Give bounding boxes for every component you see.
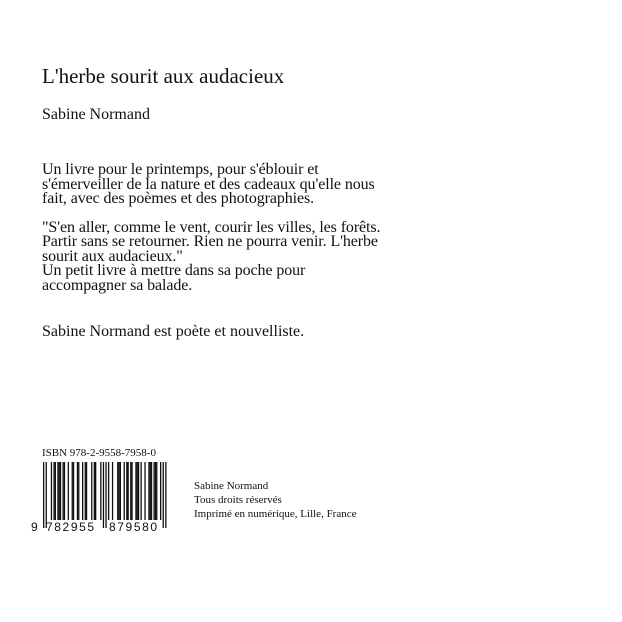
barcode-bar bbox=[154, 462, 155, 520]
barcode-bar bbox=[103, 462, 104, 528]
barcode-leading-digit: 9 bbox=[31, 520, 38, 534]
barcode-bar bbox=[78, 462, 79, 520]
barcode-graphic bbox=[30, 462, 175, 534]
barcode-bar bbox=[43, 462, 44, 528]
book-title: L'herbe sourit aux audacieux bbox=[42, 64, 285, 88]
barcode-bar bbox=[51, 462, 52, 520]
barcode-bar bbox=[144, 462, 145, 520]
barcode-bar bbox=[148, 462, 149, 520]
barcode-bar bbox=[63, 462, 64, 520]
blurb-quote bbox=[42, 218, 462, 294]
barcode-bar bbox=[94, 462, 95, 520]
isbn-label: ISBN 978-2-9558-7958-0 bbox=[42, 447, 156, 459]
quote-line: Un petit livre à mettre dans sa poche pour bbox=[42, 262, 306, 279]
barcode-bar bbox=[59, 462, 60, 520]
quote-line: Partir sans se retourner. Rien ne pourra venir. L'herbe bbox=[42, 233, 378, 250]
barcode-bar bbox=[85, 462, 86, 520]
quote-line: "S'en aller, comme le vent, courir les villes, les forêts. bbox=[42, 218, 381, 236]
barcode-bar bbox=[150, 462, 151, 520]
barcode-bar bbox=[124, 462, 125, 520]
barcode-bar bbox=[82, 462, 83, 520]
barcode bbox=[30, 462, 175, 534]
barcode-bar bbox=[77, 462, 78, 520]
barcode-bar bbox=[86, 462, 87, 520]
barcode-bar bbox=[131, 462, 132, 520]
barcode-bar bbox=[91, 462, 92, 520]
barcode-bar bbox=[112, 462, 113, 520]
barcode-bar bbox=[64, 462, 65, 520]
colophon bbox=[194, 479, 357, 521]
colophon-printed: Imprimé en numérique, Lille, France bbox=[194, 508, 357, 520]
barcode-bar bbox=[95, 462, 96, 520]
barcode-bar bbox=[73, 462, 74, 520]
colophon-rights: Tous droits réservés bbox=[194, 494, 282, 506]
barcode-bar bbox=[165, 462, 166, 528]
barcode-bar bbox=[68, 462, 69, 520]
barcode-bar bbox=[160, 462, 161, 520]
barcode-bar bbox=[138, 462, 139, 520]
barcode-bar bbox=[108, 462, 109, 520]
barcode-bar bbox=[128, 462, 129, 520]
quote-line: accompagner sa balade. bbox=[42, 276, 193, 294]
barcode-bar bbox=[130, 462, 131, 520]
barcode-left-digits: 782955 bbox=[46, 520, 96, 534]
blurb-paragraph bbox=[42, 163, 462, 207]
barcode-bar bbox=[155, 462, 156, 520]
barcode-bar bbox=[72, 462, 73, 520]
blurb-line: fait, avec des poèmes et des photographies. bbox=[42, 190, 315, 207]
barcode-bar bbox=[163, 462, 164, 528]
barcode-bar bbox=[100, 462, 101, 520]
author-name: Sabine Normand bbox=[42, 106, 150, 123]
blurb-line: s'émerveiller de la nature et des cadeaux qu'elle nous bbox=[42, 175, 375, 193]
barcode-bar bbox=[46, 462, 47, 528]
book-blurb bbox=[42, 163, 462, 293]
author-bio: Sabine Normand est poète et nouvelliste. bbox=[42, 323, 305, 340]
barcode-bar bbox=[120, 462, 121, 520]
barcode-bar bbox=[135, 462, 136, 520]
barcode-bar bbox=[53, 462, 54, 520]
barcode-bar bbox=[126, 462, 127, 520]
barcode-bar bbox=[105, 462, 106, 528]
barcode-bar bbox=[156, 462, 157, 520]
blurb-line: Un livre pour le printemps, pour s'éblouir et bbox=[42, 161, 319, 178]
barcode-bar bbox=[117, 462, 118, 520]
barcode-bar bbox=[57, 462, 58, 520]
colophon-name: Sabine Normand bbox=[194, 480, 269, 492]
barcode-bar bbox=[118, 462, 119, 520]
barcode-right-digits: 879580 bbox=[109, 520, 159, 534]
quote-line: sourit aux audacieux." bbox=[42, 247, 183, 265]
barcode-bar bbox=[60, 462, 61, 520]
barcode-bar bbox=[141, 462, 142, 520]
barcode-bar bbox=[151, 462, 152, 520]
barcode-bar bbox=[55, 462, 56, 520]
barcode-bar bbox=[137, 462, 138, 520]
